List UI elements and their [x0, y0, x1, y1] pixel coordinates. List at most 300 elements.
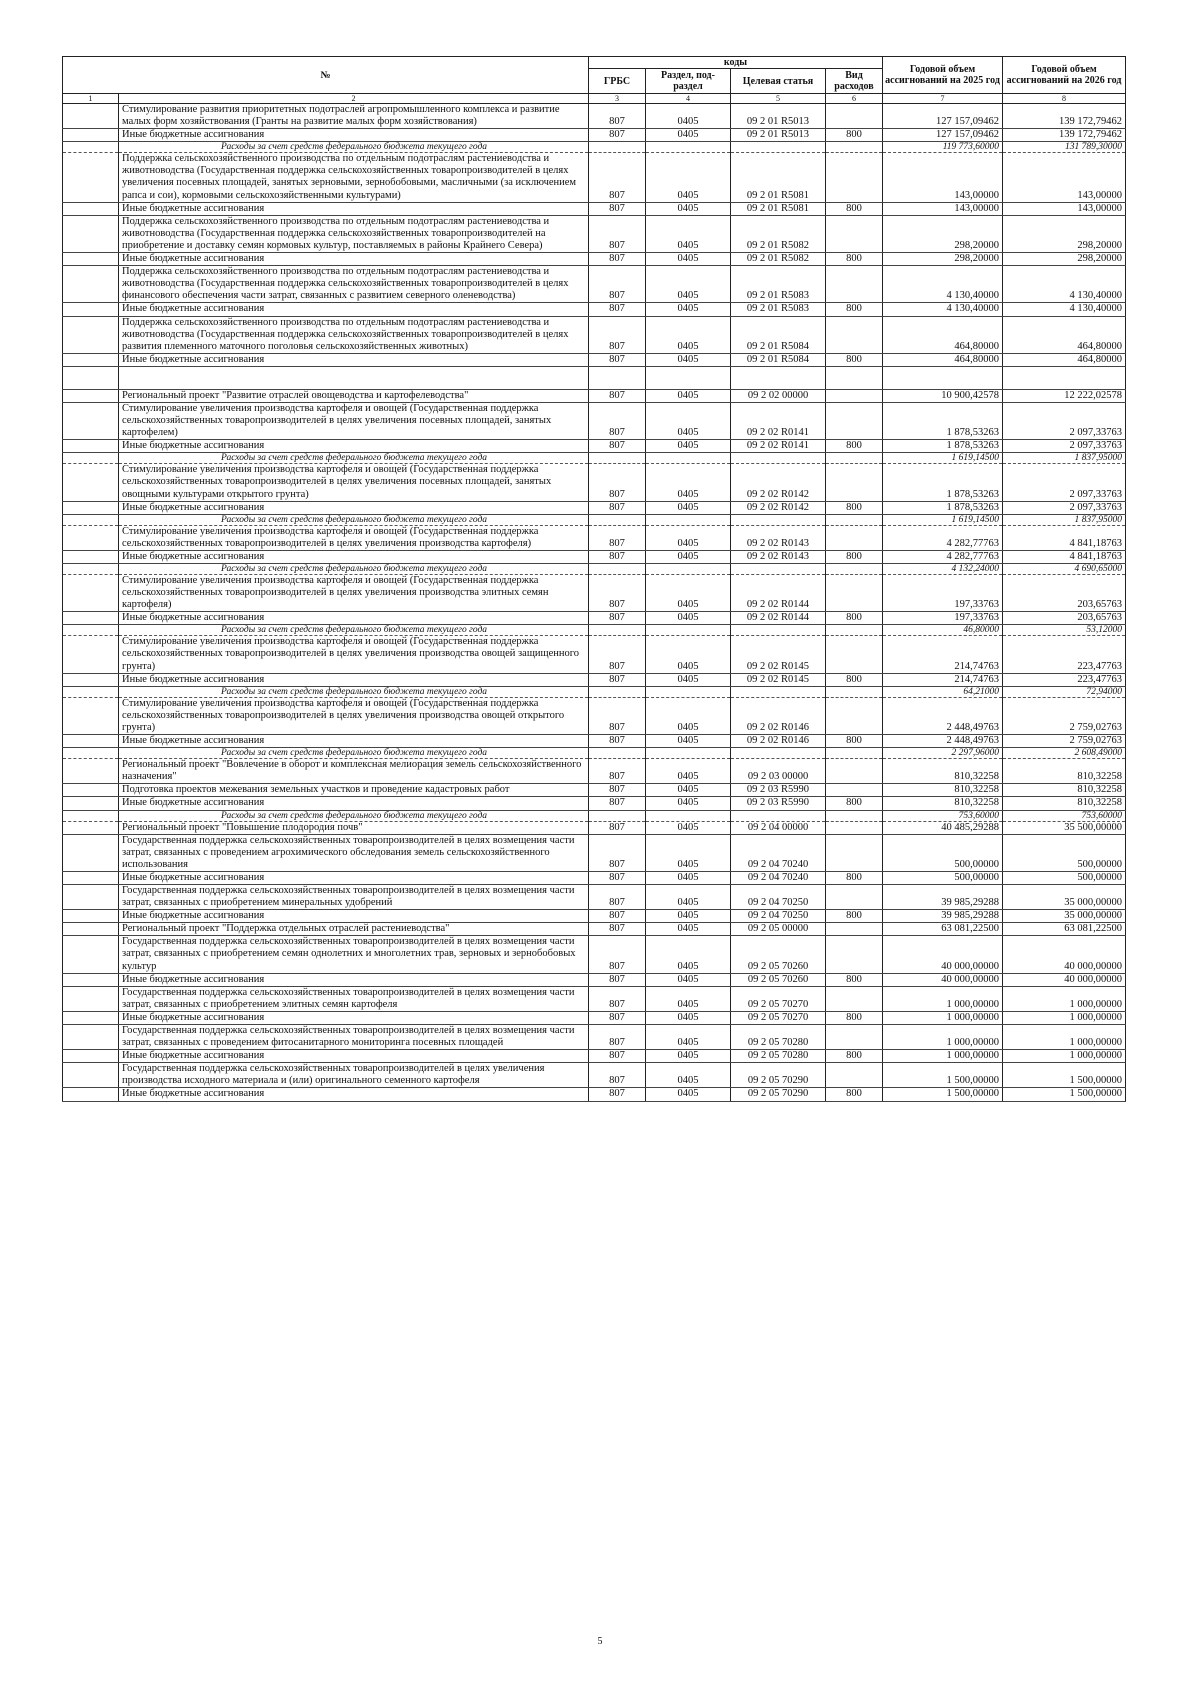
expense-type-code [826, 759, 883, 784]
table-row [63, 501, 1126, 514]
table-row [63, 550, 1126, 563]
row-number-cell [63, 1088, 119, 1101]
amount-2025: 40 000,00000 [883, 973, 1003, 986]
row-number-cell [63, 142, 119, 153]
empty-cell [826, 810, 883, 821]
row-number-cell [63, 923, 119, 936]
expense-type-code [826, 923, 883, 936]
empty-cell [731, 625, 826, 636]
empty-cell [731, 686, 826, 697]
grbs-code: 807 [589, 129, 646, 142]
row-number-cell [63, 253, 119, 266]
grbs-code: 807 [589, 253, 646, 266]
grbs-code: 807 [589, 1088, 646, 1101]
target-article-code: 09 2 02 R0144 [731, 575, 826, 612]
table-row [63, 104, 1126, 129]
item-name: Иные бюджетные ассигнования [119, 871, 589, 884]
expense-type-code: 800 [826, 910, 883, 923]
row-number-cell [63, 636, 119, 673]
amount-2025: 63 081,22500 [883, 923, 1003, 936]
grbs-code: 807 [589, 834, 646, 871]
amount-2026: 12 222,02578 [1003, 389, 1126, 402]
section-code: 0405 [646, 153, 731, 202]
header-allocation-2026: Годовой объем ассигнований на 2026 год [1003, 57, 1126, 94]
row-number-cell [63, 104, 119, 129]
amount-2025: 1 500,00000 [883, 1063, 1003, 1088]
header-grbs: ГРБС [589, 69, 646, 94]
federal-label: Расходы за счет средств федерального бюджета текущего года [119, 453, 589, 464]
empty-cell [589, 625, 646, 636]
target-article-code: 09 2 01 R5081 [731, 202, 826, 215]
empty-cell [646, 810, 731, 821]
row-number-cell [63, 884, 119, 909]
grbs-code: 807 [589, 1025, 646, 1050]
section-code: 0405 [646, 1011, 731, 1024]
empty-cell [731, 453, 826, 464]
section-code: 0405 [646, 735, 731, 748]
expense-type-code: 800 [826, 501, 883, 514]
row-number-cell [63, 303, 119, 316]
amount-2026: 35 000,00000 [1003, 910, 1126, 923]
index-cell: 1 [63, 94, 119, 104]
amount-2026: 298,20000 [1003, 253, 1126, 266]
amount-2026: 2 759,02763 [1003, 697, 1126, 734]
amount-2025: 753,60000 [883, 810, 1003, 821]
target-article-code: 09 2 05 70290 [731, 1088, 826, 1101]
index-cell: 6 [826, 94, 883, 104]
target-article-code: 09 2 01 R5082 [731, 253, 826, 266]
row-number-cell [63, 266, 119, 303]
empty-cell [63, 366, 119, 389]
amount-2026: 40 000,00000 [1003, 936, 1126, 973]
table-row [63, 784, 1126, 797]
amount-2025: 119 773,60000 [883, 142, 1003, 153]
amount-2025: 64,21000 [883, 686, 1003, 697]
item-name: Иные бюджетные ассигнования [119, 253, 589, 266]
amount-2026: 810,32258 [1003, 797, 1126, 810]
section-code: 0405 [646, 501, 731, 514]
item-name: Поддержка сельскохозяйственного производства по отдельным подотраслям растениеводства и животноводства (Государственная поддержка сельскохозяйственных товаропроизводителей в целях финансового обеспечения части затрат, связанных с развитием северного оленеводства) [119, 266, 589, 303]
section-code: 0405 [646, 1025, 731, 1050]
target-article-code: 09 2 05 70270 [731, 1011, 826, 1024]
expense-type-code: 800 [826, 612, 883, 625]
federal-expense-row [63, 625, 1126, 636]
federal-label: Расходы за счет средств федерального бюджета текущего года [119, 748, 589, 759]
budget-table-sheet [62, 56, 1125, 1102]
amount-2025: 1 878,53263 [883, 501, 1003, 514]
amount-2025: 39 985,29288 [883, 884, 1003, 909]
expense-type-code: 800 [826, 440, 883, 453]
grbs-code: 807 [589, 104, 646, 129]
target-article-code: 09 2 02 R0142 [731, 464, 826, 501]
amount-2025: 4 130,40000 [883, 266, 1003, 303]
section-code: 0405 [646, 104, 731, 129]
expense-type-code: 800 [826, 673, 883, 686]
target-article-code: 09 2 02 R0146 [731, 697, 826, 734]
item-name: Поддержка сельскохозяйственного производства по отдельным подотраслям растениеводства и животноводства (Государственная поддержка сельскохозяйственных товаропроизводителей на приобретение и доставку семян кормовых культур, поставляемых в районы Крайнего Севера) [119, 215, 589, 252]
amount-2025: 1 878,53263 [883, 402, 1003, 439]
table-row [63, 202, 1126, 215]
grbs-code: 807 [589, 973, 646, 986]
table-row [63, 1011, 1126, 1024]
index-cell: 8 [1003, 94, 1126, 104]
expense-type-code [826, 1025, 883, 1050]
amount-2026: 203,65763 [1003, 575, 1126, 612]
item-name: Иные бюджетные ассигнования [119, 202, 589, 215]
target-article-code: 09 2 05 70280 [731, 1025, 826, 1050]
section-code: 0405 [646, 784, 731, 797]
amount-2025: 1 500,00000 [883, 1088, 1003, 1101]
empty-cell [731, 142, 826, 153]
amount-2026: 1 500,00000 [1003, 1088, 1126, 1101]
item-name: Иные бюджетные ассигнования [119, 612, 589, 625]
expense-type-code [826, 1063, 883, 1088]
amount-2025: 1 000,00000 [883, 986, 1003, 1011]
row-number-cell [63, 1011, 119, 1024]
grbs-code: 807 [589, 759, 646, 784]
empty-cell [589, 142, 646, 153]
table-row [63, 834, 1126, 871]
amount-2026: 2 608,49000 [1003, 748, 1126, 759]
table-row [63, 253, 1126, 266]
table-row [63, 871, 1126, 884]
row-number-cell [63, 821, 119, 834]
target-article-code: 09 2 03 00000 [731, 759, 826, 784]
row-number-cell [63, 784, 119, 797]
row-number-cell [63, 910, 119, 923]
empty-cell [826, 564, 883, 575]
empty-cell [731, 748, 826, 759]
amount-2026: 35 500,00000 [1003, 821, 1126, 834]
empty-cell [589, 748, 646, 759]
item-name: Региональный проект "Поддержка отдельных отраслей растениеводства" [119, 923, 589, 936]
section-code: 0405 [646, 303, 731, 316]
section-code: 0405 [646, 923, 731, 936]
amount-2026: 2 097,33763 [1003, 402, 1126, 439]
amount-2026: 1 000,00000 [1003, 986, 1126, 1011]
amount-2025: 298,20000 [883, 215, 1003, 252]
table-row [63, 1050, 1126, 1063]
section-code: 0405 [646, 353, 731, 366]
section-code: 0405 [646, 253, 731, 266]
table-row [63, 735, 1126, 748]
grbs-code: 807 [589, 697, 646, 734]
empty-cell [646, 366, 731, 389]
header-expense-type: Вид расходов [826, 69, 883, 94]
item-name: Иные бюджетные ассигнования [119, 303, 589, 316]
amount-2026: 810,32258 [1003, 759, 1126, 784]
amount-2025: 4 132,24000 [883, 564, 1003, 575]
item-name: Иные бюджетные ассигнования [119, 1050, 589, 1063]
table-row [63, 129, 1126, 142]
grbs-code: 807 [589, 266, 646, 303]
section-code: 0405 [646, 202, 731, 215]
amount-2025: 214,74763 [883, 673, 1003, 686]
item-name: Стимулирование развития приоритетных подотраслей агропромышленного комплекса и развитие малых форм хозяйствования (Гранты на развитие малых форм хозяйствования) [119, 104, 589, 129]
row-number-cell [63, 1025, 119, 1050]
target-article-code: 09 2 02 R0145 [731, 636, 826, 673]
amount-2025: 4 130,40000 [883, 303, 1003, 316]
row-number-cell [63, 1063, 119, 1088]
empty-cell [589, 810, 646, 821]
grbs-code: 807 [589, 501, 646, 514]
federal-label: Расходы за счет средств федерального бюджета текущего года [119, 625, 589, 636]
row-number-cell [63, 748, 119, 759]
item-name: Стимулирование увеличения производства картофеля и овощей (Государственная поддержка сельскохозяйственных товаропроизводителей в целях увеличения производства элитных семян картофеля) [119, 575, 589, 612]
expense-type-code [826, 986, 883, 1011]
amount-2026: 63 081,22500 [1003, 923, 1126, 936]
row-number-cell [63, 686, 119, 697]
page-number: 5 [597, 1636, 603, 1647]
section-code: 0405 [646, 1063, 731, 1088]
target-article-code: 09 2 04 70250 [731, 910, 826, 923]
item-name: Иные бюджетные ассигнования [119, 1011, 589, 1024]
table-row [63, 353, 1126, 366]
empty-cell [589, 514, 646, 525]
target-article-code: 09 2 05 70270 [731, 986, 826, 1011]
amount-2026: 1 000,00000 [1003, 1025, 1126, 1050]
spacer-row [63, 366, 1126, 389]
target-article-code: 09 2 01 R5013 [731, 129, 826, 142]
expense-type-code [826, 884, 883, 909]
row-number-cell [63, 697, 119, 734]
expense-type-code [826, 316, 883, 353]
federal-expense-row [63, 564, 1126, 575]
target-article-code: 09 2 04 00000 [731, 821, 826, 834]
empty-cell [826, 514, 883, 525]
target-article-code: 09 2 04 70240 [731, 834, 826, 871]
amount-2026: 223,47763 [1003, 636, 1126, 673]
amount-2025: 143,00000 [883, 202, 1003, 215]
section-code: 0405 [646, 129, 731, 142]
expense-type-code [826, 525, 883, 550]
amount-2026: 2 097,33763 [1003, 501, 1126, 514]
item-name: Государственная поддержка сельскохозяйственных товаропроизводителей в целях возмещения части затрат, связанных с проведением фитосанитарного мониторинга посевных площадей [119, 1025, 589, 1050]
grbs-code: 807 [589, 1011, 646, 1024]
grbs-code: 807 [589, 215, 646, 252]
section-code: 0405 [646, 575, 731, 612]
amount-2025: 214,74763 [883, 636, 1003, 673]
row-number-cell [63, 936, 119, 973]
index-cell: 2 [119, 94, 589, 104]
amount-2026: 2 097,33763 [1003, 440, 1126, 453]
table-row [63, 673, 1126, 686]
target-article-code: 09 2 05 70260 [731, 936, 826, 973]
row-number-cell [63, 464, 119, 501]
grbs-code: 807 [589, 202, 646, 215]
item-name: Стимулирование увеличения производства картофеля и овощей (Государственная поддержка сельскохозяйственных товаропроизводителей в целях увеличения посевных площадей, занятых картофелем) [119, 402, 589, 439]
section-code: 0405 [646, 266, 731, 303]
section-code: 0405 [646, 797, 731, 810]
table-row [63, 440, 1126, 453]
item-name: Государственная поддержка сельскохозяйственных товаропроизводителей в целях возмещения части затрат, связанных с приобретением семян однолетних и многолетних трав, зерновых и зернобобовых культур [119, 936, 589, 973]
expense-type-code: 800 [826, 550, 883, 563]
federal-expense-row [63, 748, 1126, 759]
section-code: 0405 [646, 389, 731, 402]
empty-cell [589, 564, 646, 575]
empty-cell [826, 748, 883, 759]
amount-2026: 139 172,79462 [1003, 104, 1126, 129]
table-row [63, 389, 1126, 402]
target-article-code: 09 2 05 00000 [731, 923, 826, 936]
column-index-row [63, 94, 1126, 104]
amount-2026: 464,80000 [1003, 316, 1126, 353]
amount-2025: 1 878,53263 [883, 440, 1003, 453]
expense-type-code [826, 215, 883, 252]
target-article-code: 09 2 02 R0143 [731, 525, 826, 550]
table-row [63, 612, 1126, 625]
header-allocation-2025: Годовой объем ассигнований на 2025 год [883, 57, 1003, 94]
index-cell: 7 [883, 94, 1003, 104]
amount-2026: 4 841,18763 [1003, 525, 1126, 550]
target-article-code: 09 2 02 R0146 [731, 735, 826, 748]
expense-type-code [826, 153, 883, 202]
grbs-code: 807 [589, 464, 646, 501]
expense-type-code [826, 697, 883, 734]
expense-type-code [826, 104, 883, 129]
amount-2025: 4 282,77763 [883, 550, 1003, 563]
table-row [63, 973, 1126, 986]
table-body [63, 104, 1126, 1102]
grbs-code: 807 [589, 1063, 646, 1088]
expense-type-code [826, 575, 883, 612]
empty-cell [646, 564, 731, 575]
row-number-cell [63, 834, 119, 871]
expense-type-code: 800 [826, 353, 883, 366]
table-row [63, 464, 1126, 501]
amount-2025: 1 619,14500 [883, 514, 1003, 525]
amount-2026: 72,94000 [1003, 686, 1126, 697]
item-name: Иные бюджетные ассигнования [119, 129, 589, 142]
federal-expense-row [63, 686, 1126, 697]
target-article-code: 09 2 05 70290 [731, 1063, 826, 1088]
item-name: Региональный проект "Вовлечение в оборот и комплексная мелиорация земель сельскохозяйственного назначения" [119, 759, 589, 784]
expense-type-code: 800 [826, 973, 883, 986]
amount-2025: 810,32258 [883, 784, 1003, 797]
section-code: 0405 [646, 936, 731, 973]
item-name: Иные бюджетные ассигнования [119, 353, 589, 366]
item-name: Иные бюджетные ассигнования [119, 797, 589, 810]
amount-2026: 2 759,02763 [1003, 735, 1126, 748]
section-code: 0405 [646, 612, 731, 625]
table-row [63, 910, 1126, 923]
federal-expense-row [63, 142, 1126, 153]
target-article-code: 09 2 02 R0143 [731, 550, 826, 563]
row-number-cell [63, 564, 119, 575]
empty-cell [119, 366, 589, 389]
amount-2026: 4 130,40000 [1003, 303, 1126, 316]
grbs-code: 807 [589, 910, 646, 923]
expense-type-code [826, 821, 883, 834]
amount-2025: 810,32258 [883, 797, 1003, 810]
target-article-code: 09 2 05 70260 [731, 973, 826, 986]
item-name: Подготовка проектов межевания земельных участков и проведение кадастровых работ [119, 784, 589, 797]
grbs-code: 807 [589, 673, 646, 686]
row-number-cell [63, 353, 119, 366]
expense-type-code [826, 389, 883, 402]
row-number-cell [63, 759, 119, 784]
expense-type-code: 800 [826, 1050, 883, 1063]
federal-label: Расходы за счет средств федерального бюджета текущего года [119, 810, 589, 821]
amount-2026: 53,12000 [1003, 625, 1126, 636]
target-article-code: 09 2 01 R5083 [731, 266, 826, 303]
empty-cell [826, 686, 883, 697]
header-target-article: Целевая статья [731, 69, 826, 94]
amount-2026: 131 789,30000 [1003, 142, 1126, 153]
empty-cell [646, 142, 731, 153]
target-article-code: 09 2 02 R0142 [731, 501, 826, 514]
table-row [63, 884, 1126, 909]
grbs-code: 807 [589, 986, 646, 1011]
target-article-code: 09 2 01 R5081 [731, 153, 826, 202]
section-code: 0405 [646, 464, 731, 501]
row-number-cell [63, 202, 119, 215]
table-row [63, 936, 1126, 973]
table-row [63, 402, 1126, 439]
section-code: 0405 [646, 986, 731, 1011]
empty-cell [826, 453, 883, 464]
row-number-cell [63, 514, 119, 525]
amount-2026: 143,00000 [1003, 153, 1126, 202]
expense-type-code [826, 784, 883, 797]
grbs-code: 807 [589, 402, 646, 439]
amount-2025: 2 297,96000 [883, 748, 1003, 759]
grbs-code: 807 [589, 525, 646, 550]
amount-2026: 1 000,00000 [1003, 1011, 1126, 1024]
empty-cell [826, 625, 883, 636]
grbs-code: 807 [589, 735, 646, 748]
item-name: Государственная поддержка сельскохозяйственных товаропроизводителей в целях возмещения части затрат, связанных с приобретением минеральных удобрений [119, 884, 589, 909]
amount-2026: 4 690,65000 [1003, 564, 1126, 575]
amount-2025: 464,80000 [883, 316, 1003, 353]
table-row [63, 797, 1126, 810]
grbs-code: 807 [589, 923, 646, 936]
item-name: Иные бюджетные ассигнования [119, 1088, 589, 1101]
amount-2025: 810,32258 [883, 759, 1003, 784]
row-number-cell [63, 316, 119, 353]
expense-type-code [826, 834, 883, 871]
table-row [63, 1088, 1126, 1101]
empty-cell [883, 366, 1003, 389]
empty-cell [646, 625, 731, 636]
grbs-code: 807 [589, 550, 646, 563]
table-row [63, 1025, 1126, 1050]
table-row [63, 986, 1126, 1011]
expense-type-code: 800 [826, 797, 883, 810]
amount-2025: 4 282,77763 [883, 525, 1003, 550]
amount-2025: 500,00000 [883, 834, 1003, 871]
amount-2026: 139 172,79462 [1003, 129, 1126, 142]
section-code: 0405 [646, 402, 731, 439]
grbs-code: 807 [589, 936, 646, 973]
empty-cell [589, 366, 646, 389]
target-article-code: 09 2 01 R5082 [731, 215, 826, 252]
amount-2026: 1 837,95000 [1003, 453, 1126, 464]
amount-2026: 2 097,33763 [1003, 464, 1126, 501]
empty-cell [589, 453, 646, 464]
amount-2026: 1 000,00000 [1003, 1050, 1126, 1063]
row-number-cell [63, 501, 119, 514]
federal-expense-row [63, 514, 1126, 525]
table-row [63, 923, 1126, 936]
amount-2026: 143,00000 [1003, 202, 1126, 215]
row-number-cell [63, 612, 119, 625]
target-article-code: 09 2 05 70280 [731, 1050, 826, 1063]
expense-type-code [826, 402, 883, 439]
amount-2025: 10 900,42578 [883, 389, 1003, 402]
grbs-code: 807 [589, 316, 646, 353]
item-name: Иные бюджетные ассигнования [119, 973, 589, 986]
